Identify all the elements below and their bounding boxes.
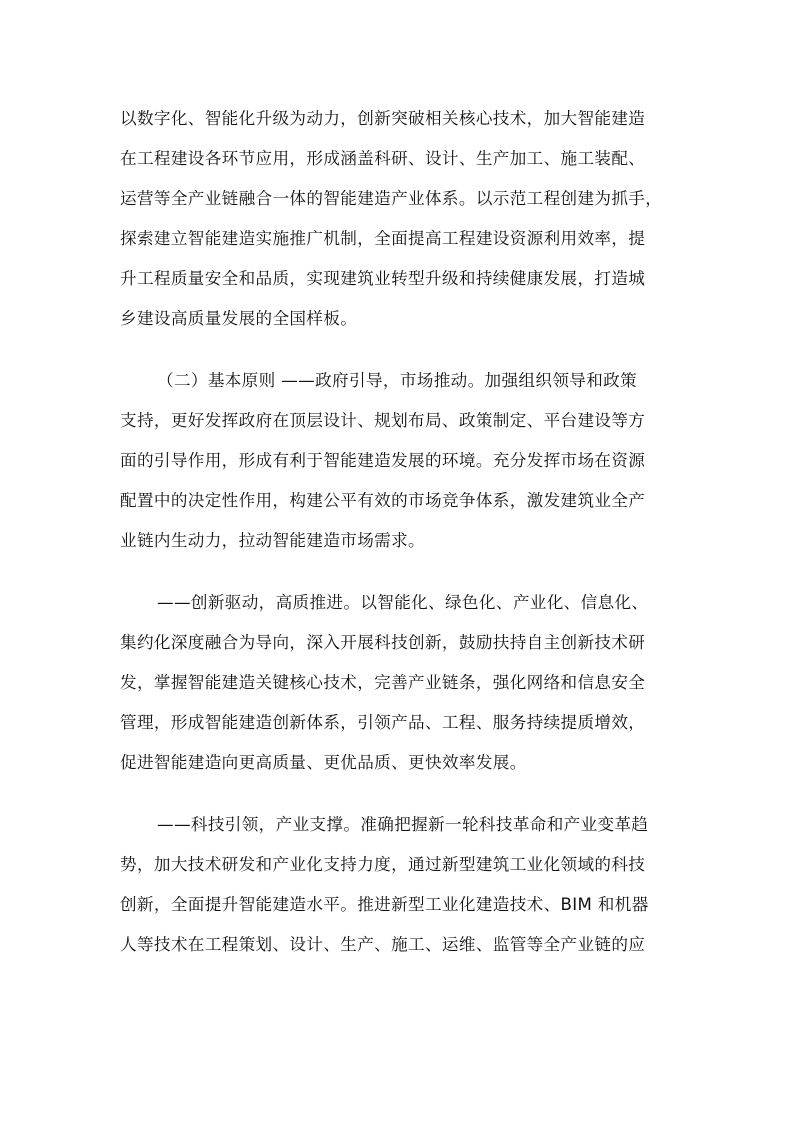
text-line: ——创新驱动，高质推进。以智能化、绿色化、产业化、信息化、 (157, 593, 649, 612)
text-line: 人等技术在工程策划、设计、生产、施工、运维、监管等全产业链的应 (120, 935, 646, 954)
paragraph-3 (120, 583, 682, 783)
text-line: 创新，全面提升智能建造水平。推进新型工业化建造技术、BIM 和机器 (120, 895, 649, 914)
text-line: 探索建立智能建造实施推广机制，全面提高工程建设资源利用效率，提 (120, 229, 646, 248)
text-line: 集约化深度融合为导向，深入开展科技创新，鼓励扶持自主创新技术研 (120, 633, 646, 652)
text-line: 势，加大技术研发和产业化支持力度，通过新型建筑工业化领域的科技 (120, 855, 646, 874)
paragraph-spacer (120, 783, 682, 805)
text-line: 配置中的决定性作用，构建公平有效的市场竞争体系，激发建筑业全产 (120, 491, 646, 510)
text-line: 乡建设高质量发展的全国样板。 (120, 309, 358, 328)
paragraph-1 (120, 99, 682, 339)
text-line: ——科技引领，产业支撑。准确把握新一轮科技革命和产业变革趋 (157, 815, 649, 834)
text-line: 促进智能建造向更高质量、更优品质、更快效率发展。 (120, 753, 527, 772)
text-line: 以数字化、智能化升级为动力，创新突破相关核心技术，加大智能建造 (120, 109, 646, 128)
text-line: 运营等全产业链融合一体的智能建造产业体系。以示范工程创建为抓手， (120, 189, 663, 208)
text-line: 在工程建设各环节应用，形成涵盖科研、设计、生产加工、施工装配、 (120, 149, 646, 168)
paragraph-spacer (120, 339, 682, 361)
text-line: 发，掌握智能建造关键核心技术，完善产业链条，强化网络和信息安全 (120, 673, 646, 692)
document-body (120, 99, 682, 965)
text-line: 管理，形成智能建造创新体系，引领产品、工程、服务持续提质增效， (120, 713, 646, 732)
text-line: 支持，更好发挥政府在顶层设计、规划布局、政策制定、平台建设等方 (120, 411, 646, 430)
paragraph-2 (120, 361, 682, 561)
text-line: 面的引导作用，形成有利于智能建造发展的环境。充分发挥市场在资源 (120, 451, 646, 470)
paragraph-4 (120, 805, 682, 965)
text-line: 升工程质量安全和品质，实现建筑业转型升级和持续健康发展，打造城 (120, 269, 646, 288)
paragraph-spacer (120, 561, 682, 583)
text-line: （二）基本原则 ——政府引导，市场推动。加强组织领导和政策 (157, 371, 638, 390)
text-line: 业链内生动力，拉动智能建造市场需求。 (120, 531, 425, 550)
